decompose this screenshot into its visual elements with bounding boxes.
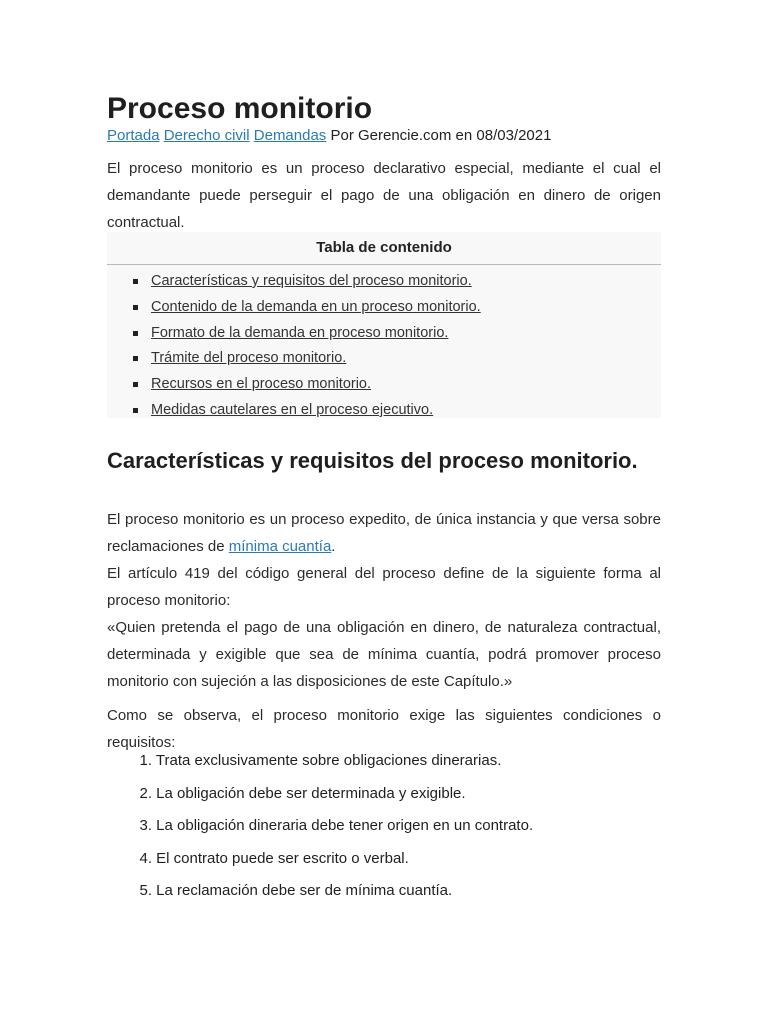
toc-item <box>107 269 661 295</box>
toc-link[interactable]: Recursos en el proceso monitorio. <box>151 376 372 393</box>
list-text: La reclamación debe ser de mínima cuantía. <box>156 882 453 899</box>
bullet-icon <box>133 382 138 387</box>
paragraph-text: El proceso monitorio es un proceso expedito, de única instancia y que versa sobre reclamaciones de <box>107 511 661 555</box>
breadcrumb-portada[interactable]: Portada <box>107 127 160 144</box>
paragraph-text: . <box>331 538 336 555</box>
breadcrumb-demandas[interactable]: Demandas <box>253 127 327 144</box>
bullet-icon <box>133 331 138 336</box>
list-item <box>107 749 533 782</box>
section-paragraph-3: Como se observa, el proceso monitorio exige las siguientes condiciones o requisitos: <box>107 707 661 751</box>
bullet-icon <box>133 408 138 413</box>
table-of-contents <box>107 232 661 418</box>
list-text: El contrato puede ser escrito o verbal. <box>156 849 409 867</box>
toc-link[interactable]: Medidas cautelares en el proceso ejecutivo. <box>151 401 434 418</box>
minima-cuantia-link[interactable]: mínima cuantía <box>228 538 332 555</box>
list-text: La obligación dineraria debe tener origen en un contrato. <box>156 817 534 834</box>
toc-list <box>107 265 661 424</box>
quote-paragraph: «Quien pretenda el pago de una obligación en dinero, de naturaleza contractual, determinada y exigible que sea de mínima cuantía, podrá promover proceso monitorio con sujeción a las disposiciones de este Capítulo.» <box>107 619 661 690</box>
page-title: Proceso monitorio <box>107 92 373 125</box>
toc-item <box>107 372 661 398</box>
toc-item <box>107 398 661 424</box>
toc-link[interactable]: Formato de la demanda en proceso monitorio. <box>151 324 449 341</box>
section-paragraph-2: El artículo 419 del código general del proceso define de la siguiente forma al proceso monitorio: <box>107 565 661 609</box>
list-number: 5. <box>139 882 152 899</box>
article-meta <box>107 126 551 146</box>
toc-heading: Tabla de contenido <box>107 232 661 265</box>
toc-link[interactable]: Trámite del proceso monitorio. <box>151 350 347 367</box>
bullet-icon <box>133 279 138 284</box>
breadcrumb-derecho-civil[interactable]: Derecho civil <box>163 127 250 144</box>
list-item <box>107 814 533 847</box>
toc-item <box>107 321 661 347</box>
list-text: La obligación debe ser determinada y exigible. <box>156 784 466 802</box>
toc-item <box>107 346 661 372</box>
list-item <box>107 879 533 912</box>
section-heading: Características y requisitos del proceso monitorio. <box>107 448 638 473</box>
list-number: 4. <box>139 849 152 867</box>
list-number: 2. <box>139 784 152 802</box>
list-text: Trata exclusivamente sobre obligaciones dinerarias. <box>155 752 502 769</box>
section-paragraph-1 <box>107 506 661 560</box>
toc-link[interactable]: Características y requisitos del proceso monitorio. <box>151 273 472 289</box>
toc-link[interactable]: Contenido de la demanda en un proceso monitorio. <box>151 298 481 315</box>
list-item <box>107 847 533 880</box>
conditions-list <box>107 749 533 912</box>
byline: Por Gerencie.com en 08/03/2021 <box>330 127 552 144</box>
list-number: 1. <box>139 752 152 769</box>
intro-paragraph: El proceso monitorio es un proceso declarativo especial, mediante el cual el demandante puede perseguir el pago de una obligación en dinero de origen contractual. <box>107 160 661 231</box>
toc-item <box>107 295 661 321</box>
list-item <box>107 782 533 815</box>
bullet-icon <box>133 305 138 310</box>
bullet-icon <box>133 356 138 361</box>
list-number: 3. <box>139 817 152 834</box>
